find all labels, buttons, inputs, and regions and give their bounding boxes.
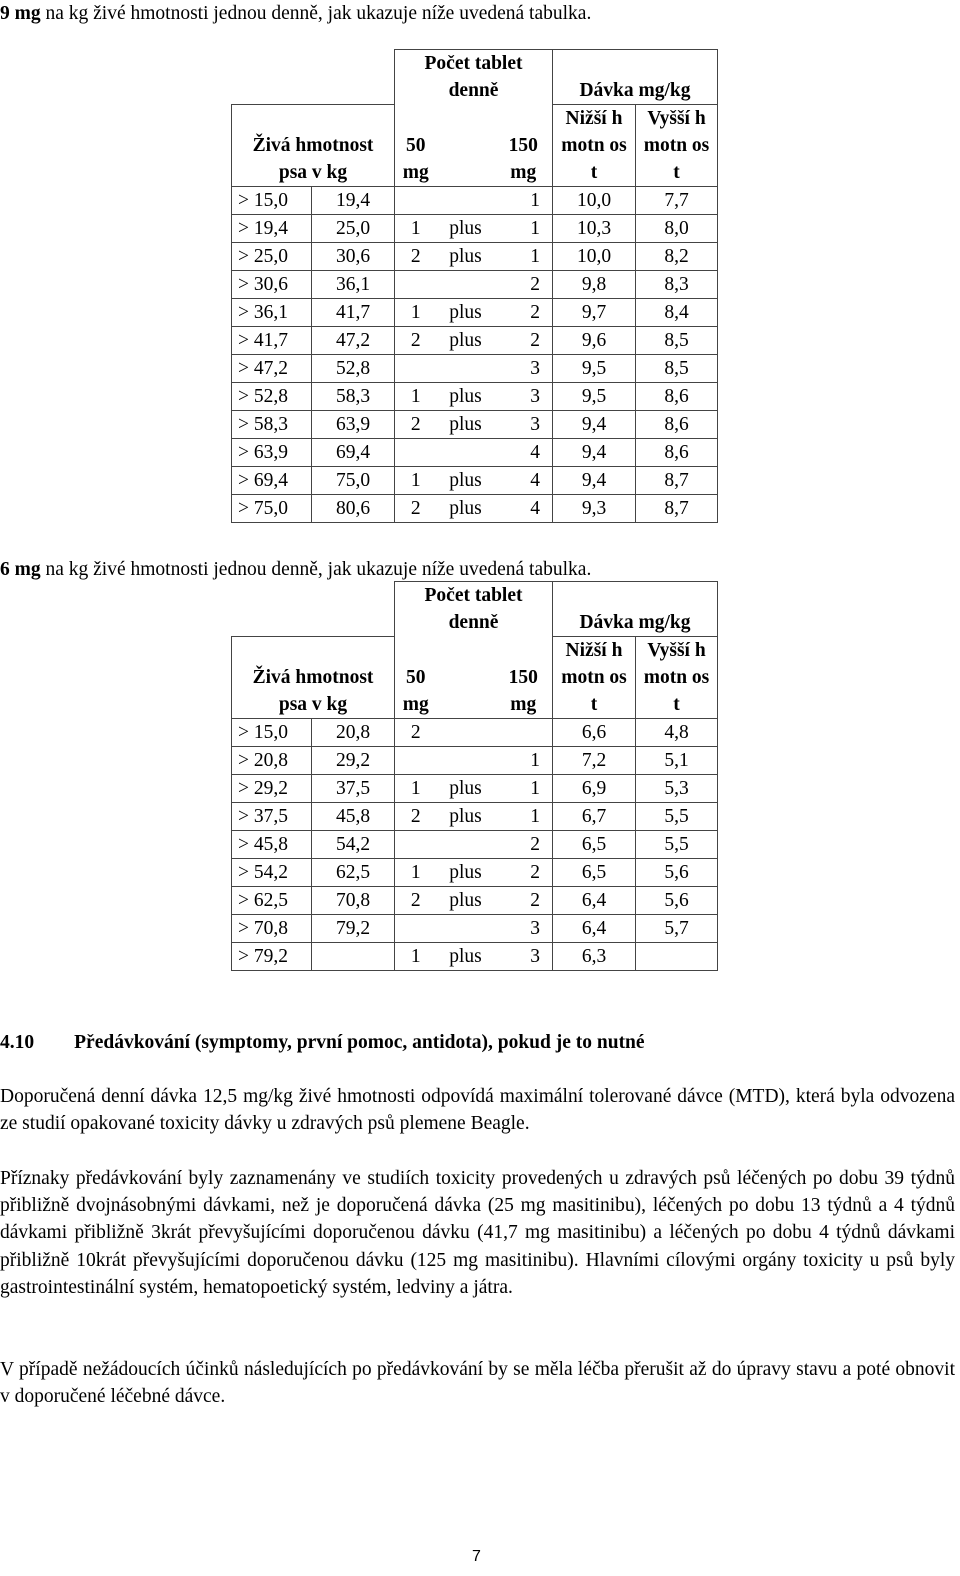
dose-higher-cell: 5,6 — [636, 858, 718, 886]
dose-higher-cell: 8,6 — [636, 410, 718, 438]
weight-to-cell: 52,8 — [312, 354, 395, 382]
dose-lower-cell: 10,3 — [553, 214, 636, 242]
table-row — [232, 214, 718, 242]
table-row — [232, 242, 718, 270]
table-row — [232, 942, 718, 970]
table-row — [232, 466, 718, 494]
plus-cell: plus — [437, 858, 495, 886]
plus-cell: plus — [437, 942, 495, 970]
plus-cell — [437, 186, 495, 214]
weight-from-cell: > 54,2 — [232, 858, 312, 886]
header-higher-weight: Vyšší hmotn ost — [636, 636, 718, 718]
header-weight: Živá hmotnost psa v kg — [232, 104, 395, 186]
dose-lower-cell: 6,5 — [553, 858, 636, 886]
weight-from-cell: > 69,4 — [232, 466, 312, 494]
weight-from-cell: > 79,2 — [232, 942, 312, 970]
weight-from-cell: > 30,6 — [232, 270, 312, 298]
tablets-150mg-cell: 4 — [495, 438, 553, 466]
dose-lower-cell: 9,6 — [553, 326, 636, 354]
dose-higher-cell: 5,3 — [636, 774, 718, 802]
plus-cell: plus — [437, 242, 495, 270]
table-row — [232, 298, 718, 326]
weight-to-cell: 69,4 — [312, 438, 395, 466]
dose-lower-cell: 9,8 — [553, 270, 636, 298]
dose-lower-cell: 9,4 — [553, 466, 636, 494]
tablets-150mg-cell: 2 — [495, 858, 553, 886]
weight-to-cell: 25,0 — [312, 214, 395, 242]
table-row — [232, 382, 718, 410]
intro-text: na kg živé hmotnosti jednou denně, jak ukazuje níže uvedená tabulka. — [40, 559, 592, 580]
dose-lower-cell: 10,0 — [553, 186, 636, 214]
weight-to-cell: 70,8 — [312, 886, 395, 914]
tablets-150mg-cell: 3 — [495, 942, 553, 970]
tablets-150mg-cell: 4 — [495, 494, 553, 522]
tablets-50mg-cell: 2 — [395, 326, 437, 354]
tablets-150mg-cell: 1 — [495, 186, 553, 214]
header-50mg: 50 mg — [395, 104, 437, 186]
plus-cell: plus — [437, 410, 495, 438]
tablets-150mg-cell: 2 — [495, 830, 553, 858]
weight-from-cell: > 19,4 — [232, 214, 312, 242]
table-row — [232, 494, 718, 522]
tablets-50mg-cell: 1 — [395, 942, 437, 970]
weight-from-cell: > 52,8 — [232, 382, 312, 410]
tablets-150mg-cell: 3 — [495, 382, 553, 410]
tablets-50mg-cell — [395, 270, 437, 298]
intro-dose-bold: 6 mg — [0, 559, 41, 580]
weight-to-cell: 30,6 — [312, 242, 395, 270]
plus-cell: plus — [437, 802, 495, 830]
plus-cell: plus — [437, 214, 495, 242]
weight-to-cell: 29,2 — [312, 746, 395, 774]
tablets-50mg-cell: 1 — [395, 774, 437, 802]
dose-lower-cell: 9,5 — [553, 354, 636, 382]
plus-cell: plus — [437, 466, 495, 494]
dose-higher-cell: 7,7 — [636, 186, 718, 214]
tablets-150mg-cell: 3 — [495, 914, 553, 942]
tablets-150mg-cell: 2 — [495, 270, 553, 298]
dose-lower-cell: 6,4 — [553, 886, 636, 914]
intro-line-6mg — [0, 558, 591, 582]
weight-to-cell — [312, 942, 395, 970]
weight-from-cell: > 29,2 — [232, 774, 312, 802]
dose-higher-cell: 4,8 — [636, 718, 718, 746]
intro-dose-bold: 9 mg — [0, 3, 41, 24]
table-row — [232, 914, 718, 942]
dose-higher-cell: 8,5 — [636, 354, 718, 382]
table-row — [232, 718, 718, 746]
tablets-50mg-cell — [395, 186, 437, 214]
dose-higher-cell: 8,6 — [636, 382, 718, 410]
tablets-50mg-cell — [395, 354, 437, 382]
weight-to-cell: 20,8 — [312, 718, 395, 746]
tablets-50mg-cell: 1 — [395, 214, 437, 242]
tablets-50mg-cell: 2 — [395, 242, 437, 270]
paragraph-mtd: Doporučená denní dávka 12,5 mg/kg živé hmotnosti odpovídá maximální tolerované dávce (MTD), která byla odvozena ze studií opakované toxicity dávky u zdravých psů plemene Beagle. — [0, 1086, 955, 1135]
table-row — [232, 410, 718, 438]
dose-lower-cell: 9,4 — [553, 410, 636, 438]
tablets-150mg-cell: 3 — [495, 354, 553, 382]
tablets-50mg-cell: 2 — [395, 494, 437, 522]
dose-lower-cell: 9,5 — [553, 382, 636, 410]
weight-from-cell: > 45,8 — [232, 830, 312, 858]
dose-lower-cell: 7,2 — [553, 746, 636, 774]
table-row — [232, 858, 718, 886]
weight-to-cell: 80,6 — [312, 494, 395, 522]
weight-from-cell: > 36,1 — [232, 298, 312, 326]
table-row — [232, 438, 718, 466]
tablets-50mg-cell — [395, 746, 437, 774]
weight-from-cell: > 58,3 — [232, 410, 312, 438]
weight-from-cell: > 63,9 — [232, 438, 312, 466]
weight-from-cell: > 62,5 — [232, 886, 312, 914]
tablets-150mg-cell: 2 — [495, 326, 553, 354]
weight-to-cell: 45,8 — [312, 802, 395, 830]
header-150mg: 150 mg — [495, 104, 553, 186]
page-number: 7 — [472, 1548, 481, 1565]
dose-lower-cell: 6,7 — [553, 802, 636, 830]
weight-from-cell: > 25,0 — [232, 242, 312, 270]
plus-cell — [437, 914, 495, 942]
tablets-50mg-cell — [395, 914, 437, 942]
dose-higher-cell: 8,7 — [636, 494, 718, 522]
table-row — [232, 774, 718, 802]
tablets-50mg-cell: 2 — [395, 802, 437, 830]
table-row — [232, 326, 718, 354]
weight-from-cell: > 37,5 — [232, 802, 312, 830]
tablets-50mg-cell: 2 — [395, 410, 437, 438]
paragraph-treatment: V případě nežádoucích účinků následujících po předávkování by se měla léčba přerušit až do úpravy stavu a poté obnovit v doporučené léčebné dávce. — [0, 1359, 955, 1408]
plus-cell: plus — [437, 298, 495, 326]
plus-cell — [437, 438, 495, 466]
tablets-50mg-cell: 1 — [395, 858, 437, 886]
table-row — [232, 746, 718, 774]
dose-lower-cell: 9,4 — [553, 438, 636, 466]
dose-lower-cell: 6,6 — [553, 718, 636, 746]
plus-cell — [437, 354, 495, 382]
plus-cell — [437, 830, 495, 858]
weight-to-cell: 36,1 — [312, 270, 395, 298]
weight-from-cell: > 15,0 — [232, 186, 312, 214]
table-row — [232, 802, 718, 830]
dose-higher-cell: 5,7 — [636, 914, 718, 942]
intro-text: na kg živé hmotnosti jednou denně, jak ukazuje níže uvedená tabulka. — [40, 3, 592, 24]
section-title: Předávkování (symptomy, první pomoc, antidota), pokud je to nutné — [74, 1032, 645, 1053]
table-row — [232, 270, 718, 298]
tablets-150mg-cell: 1 — [495, 746, 553, 774]
weight-to-cell: 47,2 — [312, 326, 395, 354]
plus-cell — [437, 270, 495, 298]
header-weight: Živá hmotnost psa v kg — [232, 636, 395, 718]
plus-cell: plus — [437, 494, 495, 522]
weight-from-cell: > 15,0 — [232, 718, 312, 746]
paragraph-overdose-symptoms: Příznaky předávkování byly zaznamenány ve studiích toxicity provedených u zdravých psů léčených po dobu 39 týdnů přibližně dvojnásobnými dávkami, než je doporučená dávka (25 mg masitinibu), léčených po dobu 13 týdnů a 4 týdnů dávkami přibližně 3krát převyšujícími doporučenou dávku (41,7 mg masitinibu) a léčených po dobu 4 týdnů dávkami přibližně 10krát převyšujícími doporučenou dávku (125 mg masitinibu). Hlavními cílovými orgány toxicity u psů byly gastrointestinální systém, hematopoetický systém, ledviny a játra. — [0, 1168, 955, 1298]
dose-lower-cell: 6,3 — [553, 942, 636, 970]
weight-to-cell: 19,4 — [312, 186, 395, 214]
plus-cell: plus — [437, 326, 495, 354]
dose-higher-cell — [636, 942, 718, 970]
tablets-150mg-cell: 3 — [495, 410, 553, 438]
table-row — [232, 886, 718, 914]
weight-to-cell: 63,9 — [312, 410, 395, 438]
intro-line-9mg — [0, 2, 591, 26]
header-lower-weight: Nižší hmotn ost — [553, 636, 636, 718]
tablets-50mg-cell: 2 — [395, 718, 437, 746]
tablets-150mg-cell: 1 — [495, 802, 553, 830]
weight-to-cell: 37,5 — [312, 774, 395, 802]
dose-higher-cell: 8,3 — [636, 270, 718, 298]
tablets-150mg-cell: 1 — [495, 242, 553, 270]
table-row — [232, 186, 718, 214]
tablets-50mg-cell — [395, 438, 437, 466]
weight-to-cell: 58,3 — [312, 382, 395, 410]
header-tablets-per-day: Počet tablet denně — [395, 50, 553, 105]
dose-higher-cell: 5,6 — [636, 886, 718, 914]
plus-cell: plus — [437, 774, 495, 802]
dose-lower-cell: 6,4 — [553, 914, 636, 942]
tablets-150mg-cell: 4 — [495, 466, 553, 494]
weight-from-cell: > 75,0 — [232, 494, 312, 522]
dose-lower-cell: 9,7 — [553, 298, 636, 326]
dose-higher-cell: 8,4 — [636, 298, 718, 326]
table-row — [232, 830, 718, 858]
section-number: 4.10 — [0, 1032, 35, 1053]
dose-higher-cell: 8,5 — [636, 326, 718, 354]
table-row — [232, 354, 718, 382]
dose-higher-cell: 5,5 — [636, 802, 718, 830]
tablets-50mg-cell: 1 — [395, 466, 437, 494]
weight-from-cell: > 41,7 — [232, 326, 312, 354]
dose-higher-cell: 5,5 — [636, 830, 718, 858]
dose-higher-cell: 8,2 — [636, 242, 718, 270]
section-heading — [0, 1032, 645, 1054]
weight-from-cell: > 70,8 — [232, 914, 312, 942]
plus-cell — [437, 718, 495, 746]
weight-to-cell: 75,0 — [312, 466, 395, 494]
tablets-50mg-cell: 2 — [395, 886, 437, 914]
dose-higher-cell: 8,6 — [636, 438, 718, 466]
weight-to-cell: 62,5 — [312, 858, 395, 886]
dose-higher-cell: 8,7 — [636, 466, 718, 494]
dose-lower-cell: 9,3 — [553, 494, 636, 522]
tablets-150mg-cell: 1 — [495, 214, 553, 242]
dose-higher-cell: 5,1 — [636, 746, 718, 774]
header-dose: Dávka mg/kg — [553, 50, 718, 105]
header-tablets-per-day: Počet tablet denně — [395, 582, 553, 637]
plus-cell: plus — [437, 886, 495, 914]
header-dose: Dávka mg/kg — [553, 582, 718, 637]
header-150mg: 150 mg — [495, 636, 553, 718]
dose-table-6mg — [231, 581, 718, 971]
dose-table-9mg — [231, 49, 718, 523]
header-lower-weight: Nižší hmotn ost — [553, 104, 636, 186]
dose-higher-cell: 8,0 — [636, 214, 718, 242]
tablets-150mg-cell: 2 — [495, 298, 553, 326]
dose-lower-cell: 10,0 — [553, 242, 636, 270]
tablets-150mg-cell: 1 — [495, 774, 553, 802]
tablets-50mg-cell — [395, 830, 437, 858]
weight-to-cell: 54,2 — [312, 830, 395, 858]
tablets-50mg-cell: 1 — [395, 382, 437, 410]
weight-from-cell: > 20,8 — [232, 746, 312, 774]
header-higher-weight: Vyšší hmotn ost — [636, 104, 718, 186]
plus-cell — [437, 746, 495, 774]
plus-cell: plus — [437, 382, 495, 410]
weight-to-cell: 41,7 — [312, 298, 395, 326]
header-50mg: 50 mg — [395, 636, 437, 718]
tablets-50mg-cell: 1 — [395, 298, 437, 326]
dose-lower-cell: 6,5 — [553, 830, 636, 858]
tablets-150mg-cell — [495, 718, 553, 746]
tablets-150mg-cell: 2 — [495, 886, 553, 914]
weight-to-cell: 79,2 — [312, 914, 395, 942]
weight-from-cell: > 47,2 — [232, 354, 312, 382]
dose-lower-cell: 6,9 — [553, 774, 636, 802]
